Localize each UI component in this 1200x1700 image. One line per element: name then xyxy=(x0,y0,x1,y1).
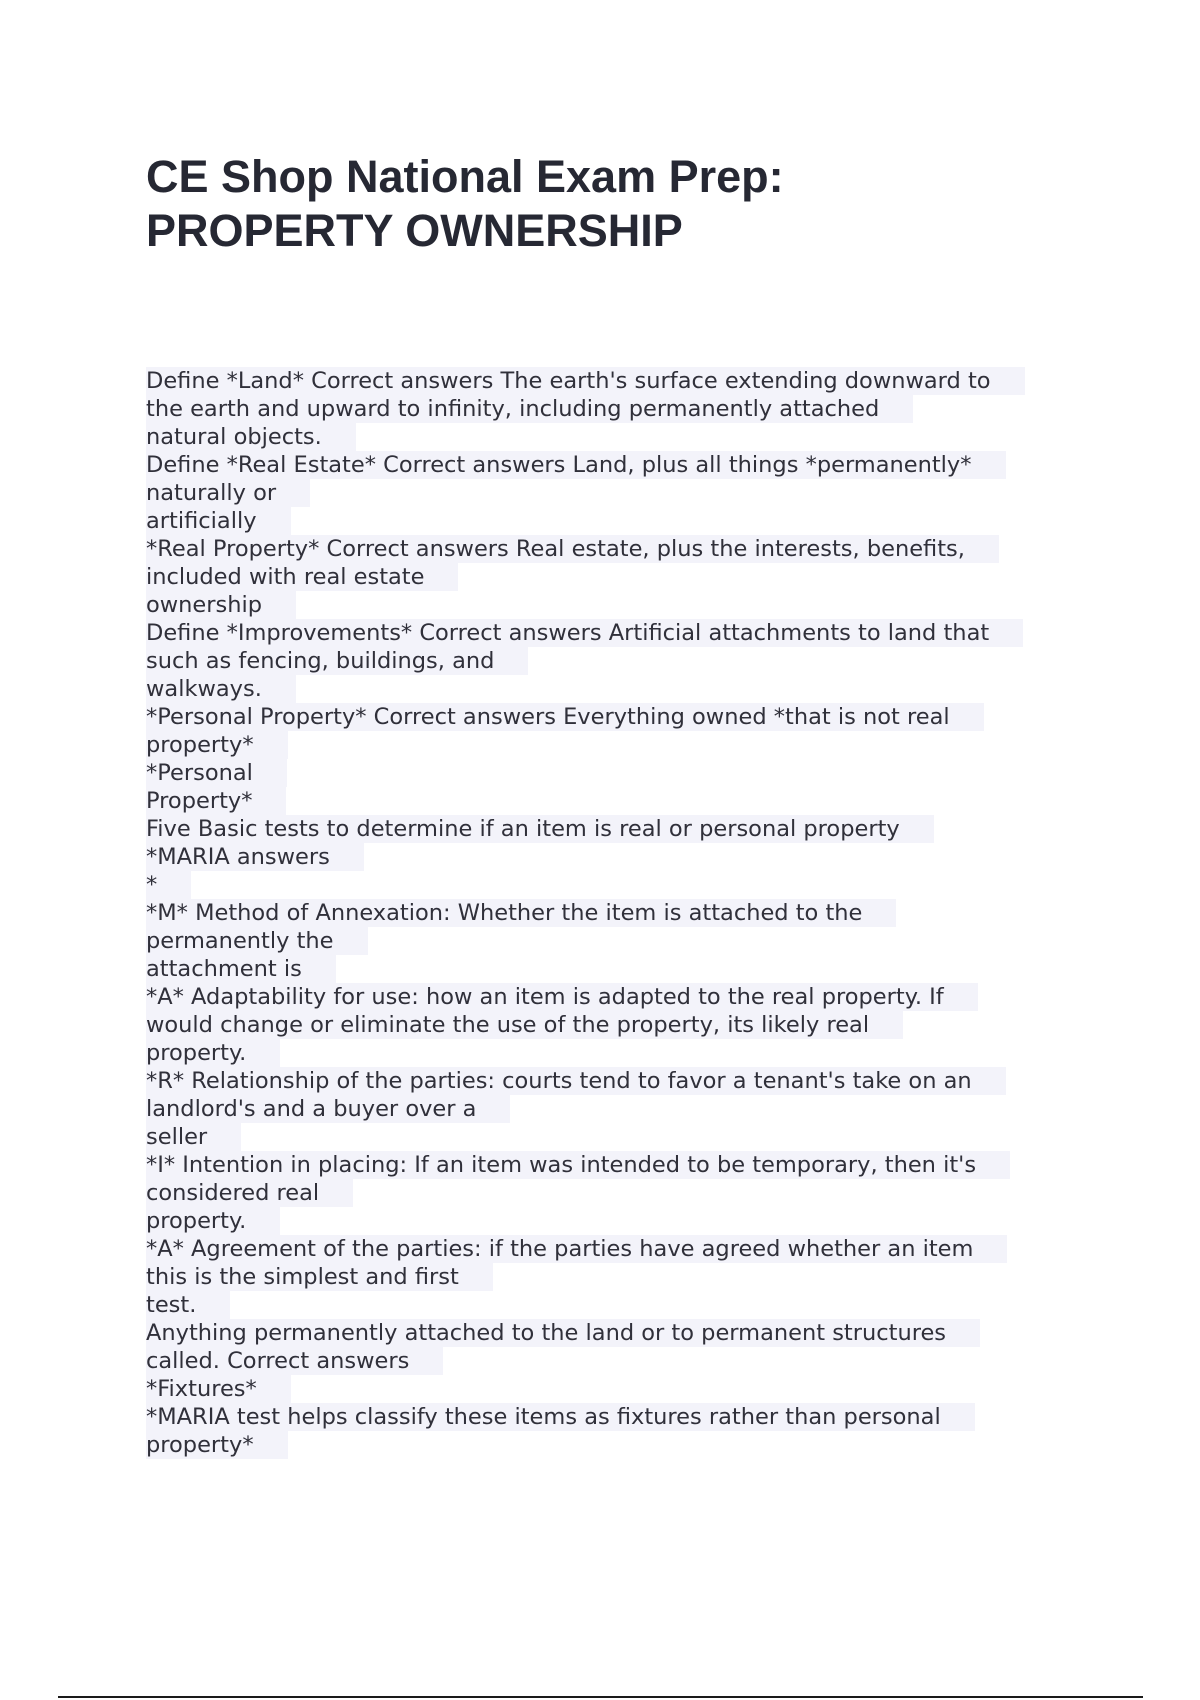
text-line xyxy=(146,1207,1096,1235)
text-line xyxy=(146,927,1096,955)
text-line xyxy=(146,479,1096,507)
text-line-content: *Fixtures* xyxy=(146,1375,291,1403)
text-line xyxy=(146,1179,1096,1207)
text-line xyxy=(146,731,1096,759)
text-line xyxy=(146,955,1096,983)
text-line-content: *Personal Property* Correct answers Everything owned *that is not real xyxy=(146,703,984,731)
text-line xyxy=(146,451,1096,479)
text-line xyxy=(146,563,1096,591)
text-line xyxy=(146,1011,1096,1039)
text-line-content: such as fencing, buildings, and xyxy=(146,647,528,675)
text-line-content: the earth and upward to infinity, including permanently attached xyxy=(146,395,913,423)
document-body xyxy=(146,367,1096,1459)
text-line xyxy=(146,759,1096,787)
text-line-content: *I* Intention in placing: If an item was intended to be temporary, then it's xyxy=(146,1151,1010,1179)
text-line xyxy=(146,815,1096,843)
text-line xyxy=(146,423,1096,451)
text-line-content: *MARIA answers xyxy=(146,843,364,871)
text-line xyxy=(146,647,1096,675)
text-line-content: landlord's and a buyer over a xyxy=(146,1095,510,1123)
text-line-content: *Real Property* Correct answers Real estate, plus the interests, benefits, xyxy=(146,535,999,563)
text-line xyxy=(146,1123,1096,1151)
text-line xyxy=(146,1235,1096,1263)
text-line xyxy=(146,591,1096,619)
text-line xyxy=(146,1291,1096,1319)
text-line-content: would change or eliminate the use of the property, its likely real xyxy=(146,1011,903,1039)
text-line xyxy=(146,1431,1096,1459)
text-line xyxy=(146,1375,1096,1403)
text-line-content: seller xyxy=(146,1123,241,1151)
text-line-content: Define *Improvements* Correct answers Artificial attachments to land that xyxy=(146,619,1023,647)
text-line xyxy=(146,1067,1096,1095)
text-line xyxy=(146,1151,1096,1179)
title-line-1: CE Shop National Exam Prep: xyxy=(146,151,784,202)
text-line-content: Define *Real Estate* Correct answers Land, plus all things *permanently* xyxy=(146,451,1006,479)
text-line-content: natural objects. xyxy=(146,423,356,451)
text-line xyxy=(146,395,1096,423)
text-line-content: *M* Method of Annexation: Whether the item is attached to the xyxy=(146,899,896,927)
text-line-content: Property* xyxy=(146,787,286,815)
text-line xyxy=(146,871,1096,899)
text-line-content: property. xyxy=(146,1039,280,1067)
text-line-content: included with real estate xyxy=(146,563,458,591)
text-line-content: permanently the xyxy=(146,927,368,955)
footer-divider xyxy=(58,1696,1143,1698)
text-line xyxy=(146,675,1096,703)
text-line-content: artificially xyxy=(146,507,291,535)
text-line-content: considered real xyxy=(146,1179,353,1207)
text-line-content: Five Basic tests to determine if an item is real or personal property xyxy=(146,815,934,843)
text-line xyxy=(146,1095,1096,1123)
text-line xyxy=(146,1319,1096,1347)
text-line xyxy=(146,535,1096,563)
text-line-content: * xyxy=(146,871,191,899)
text-line-content: naturally or xyxy=(146,479,310,507)
text-line xyxy=(146,703,1096,731)
text-line-content: ownership xyxy=(146,591,296,619)
text-line xyxy=(146,1403,1096,1431)
text-line-content: *MARIA test helps classify these items as fixtures rather than personal xyxy=(146,1403,975,1431)
text-line-content: *Personal xyxy=(146,759,287,787)
text-line xyxy=(146,983,1096,1011)
page-title xyxy=(146,150,784,258)
text-line xyxy=(146,1347,1096,1375)
title-line-2: PROPERTY OWNERSHIP xyxy=(146,205,683,256)
text-line-content: property. xyxy=(146,1207,280,1235)
text-line-content: called. Correct answers xyxy=(146,1347,443,1375)
text-line-content: property* xyxy=(146,1431,288,1459)
text-line-content: *R* Relationship of the parties: courts tend to favor a tenant's take on an xyxy=(146,1067,1006,1095)
text-line-content: Define *Land* Correct answers The earth's surface extending downward to xyxy=(146,367,1025,395)
text-line xyxy=(146,787,1096,815)
text-line-content: Anything permanently attached to the land or to permanent structures xyxy=(146,1319,980,1347)
text-line xyxy=(146,1263,1096,1291)
text-line-content: attachment is xyxy=(146,955,336,983)
text-line xyxy=(146,367,1096,395)
text-line-content: test. xyxy=(146,1291,230,1319)
text-line xyxy=(146,619,1096,647)
text-line-content: *A* Agreement of the parties: if the parties have agreed whether an item xyxy=(146,1235,1007,1263)
text-line xyxy=(146,899,1096,927)
text-line xyxy=(146,843,1096,871)
text-line-content: property* xyxy=(146,731,288,759)
text-line-content: *A* Adaptability for use: how an item is adapted to the real property. If xyxy=(146,983,978,1011)
text-line xyxy=(146,1039,1096,1067)
text-line xyxy=(146,507,1096,535)
text-line-content: this is the simplest and first xyxy=(146,1263,493,1291)
text-line-content: walkways. xyxy=(146,675,296,703)
